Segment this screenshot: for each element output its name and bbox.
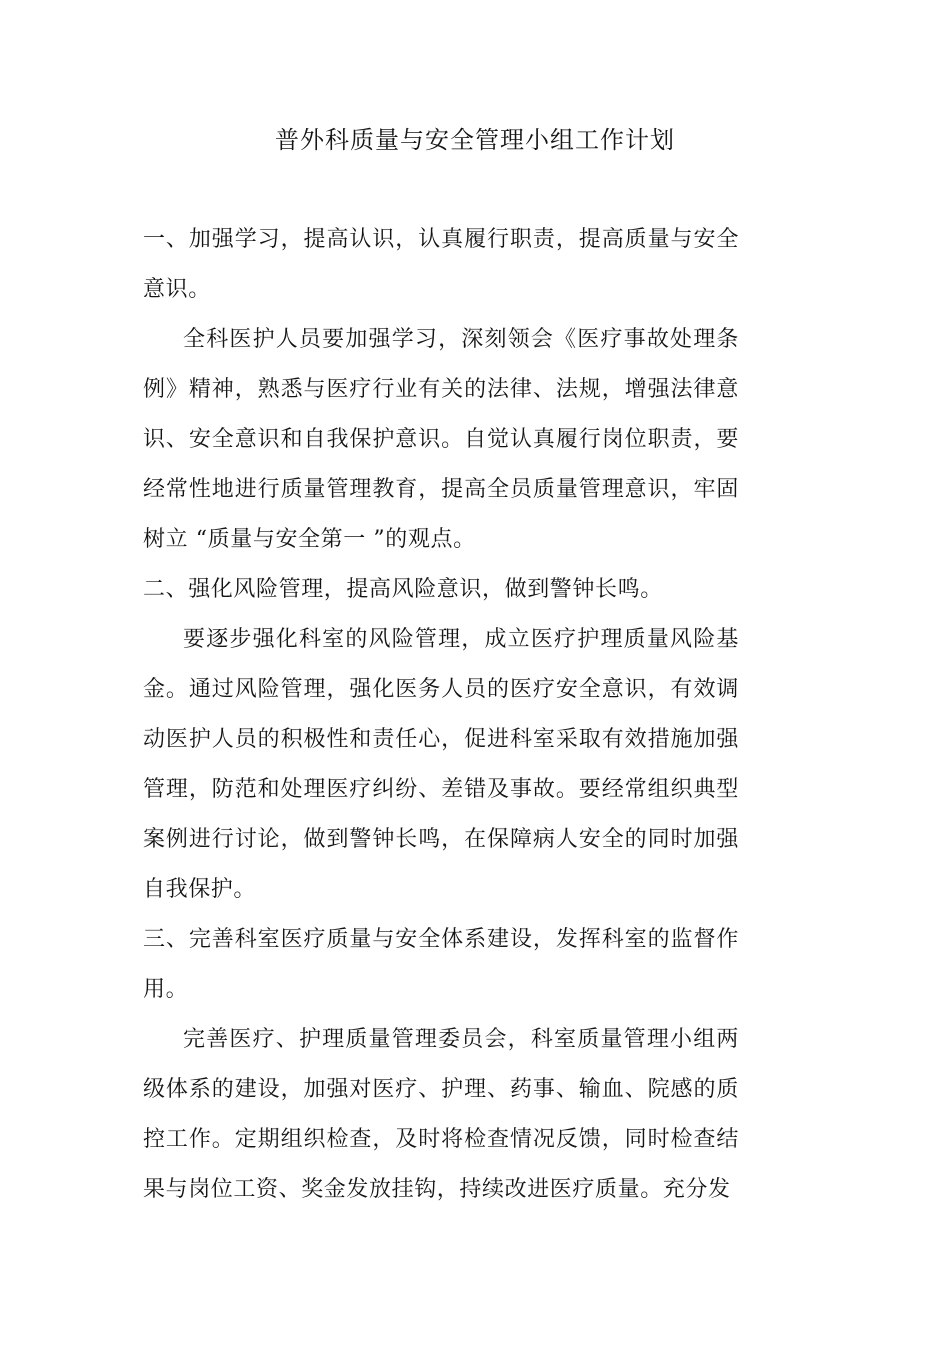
document-title: 普外科质量与安全管理小组工作计划 bbox=[275, 126, 675, 154]
document-body bbox=[143, 215, 739, 1215]
section-paragraph-1: 全科医护人员要加强学习，深刻领会《医疗事故处理条例》精神，熟悉与医疗行业有关的法律、法规，增强法律意识、安全意识和自我保护意识。自觉认真履行岗位职责，要经常性地进行质量管理教育，提高全员质量管理意识，牢固树立 “质量与安全第一 ”的观点。 bbox=[143, 327, 739, 552]
section-heading-3: 三、完善科室医疗质量与安全体系建设，发挥科室的监督作用。 bbox=[143, 927, 739, 1002]
section-paragraph-2: 要逐步强化科室的风险管理，成立医疗护理质量风险基金。通过风险管理，强化医务人员的医疗安全意识，有效调动医护人员的积极性和责任心，促进科室采取有效措施加强管理，防范和处理医疗纠纷、差错及事故。要经常组织典型案例进行讨论，做到警钟长鸣，在保障病人安全的同时加强自我保护。 bbox=[143, 627, 739, 902]
section-paragraph-3: 完善医疗、护理质量管理委员会，科室质量管理小组两级体系的建设，加强对医疗、护理、药事、输血、院感的质控工作。定期组织检查，及时将检查情况反馈，同时检查结果与岗位工资、奖金发放挂钩，持续改进医疗质量。充分发 bbox=[143, 1027, 739, 1202]
section-heading-2: 二、强化风险管理，提高风险意识，做到警钟长鸣。 bbox=[143, 577, 663, 602]
section-heading-1: 一、加强学习，提高认识，认真履行职责，提高质量与安全意识。 bbox=[143, 227, 739, 302]
